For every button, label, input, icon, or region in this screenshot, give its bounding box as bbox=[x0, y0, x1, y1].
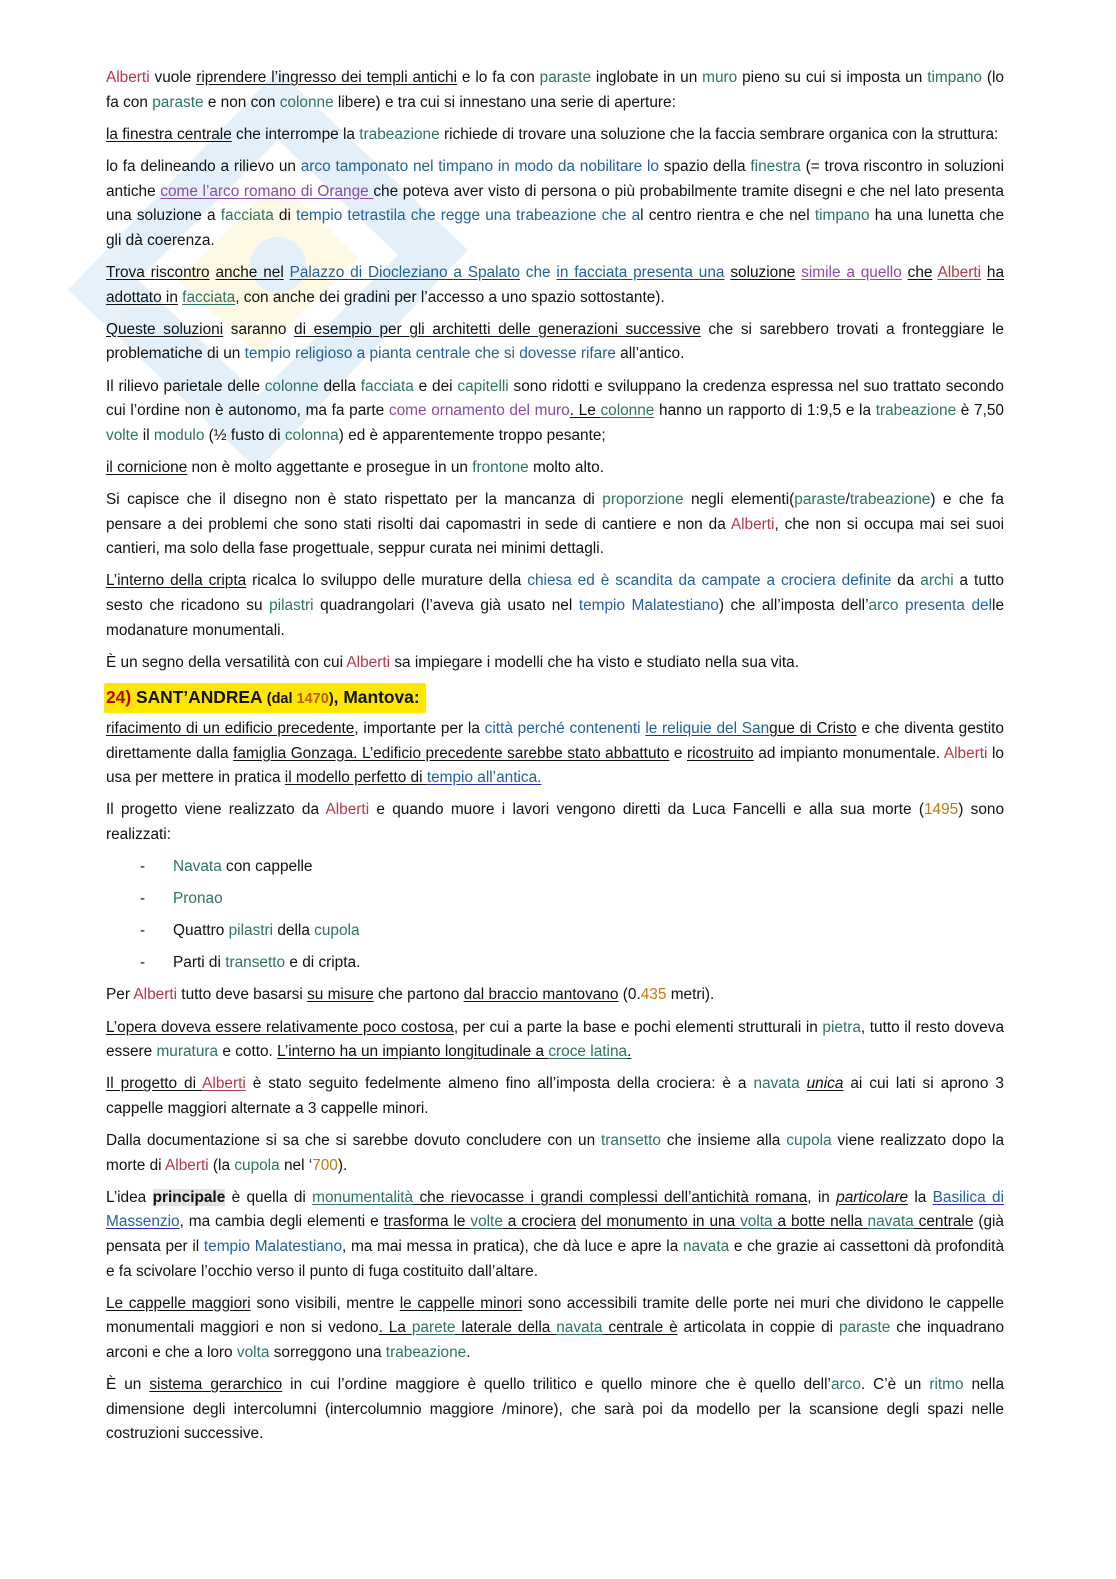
text-span: Navata bbox=[173, 857, 222, 875]
text-span: arco tamponato nel timpano in modo da nobilitare lo bbox=[300, 157, 659, 175]
text-span: muratura bbox=[156, 1043, 219, 1061]
text-span: vuole bbox=[149, 69, 197, 86]
text-span: È un segno della versatilità con cui bbox=[106, 653, 347, 671]
text-span: che poteva aver visto di persona o più probabilmente tramite disegni e che nel lato presenta una soluzione a bbox=[106, 182, 1004, 225]
paragraph bbox=[106, 456, 1004, 481]
paragraph bbox=[106, 1292, 1004, 1366]
text-span: particolare bbox=[836, 1188, 909, 1206]
text-span: , per cui a parte la base e pochi elementi strutturali in bbox=[453, 1018, 823, 1036]
paragraph bbox=[106, 1373, 1004, 1447]
text-span: È un bbox=[106, 1376, 150, 1394]
text-span: volta bbox=[740, 1213, 773, 1231]
text-span: l centro rientra e che nel bbox=[640, 207, 815, 225]
text-span: articolata in coppie di bbox=[677, 1319, 839, 1337]
paragraph bbox=[106, 569, 1004, 643]
text-span: . Le bbox=[569, 402, 601, 420]
text-span: tempio Malatestiano bbox=[203, 1238, 343, 1256]
text-span: ) ed è apparentemente troppo pesante; bbox=[338, 426, 606, 444]
text-span: principale bbox=[152, 1188, 226, 1206]
text-span: Alberti bbox=[346, 653, 391, 671]
text-span: della bbox=[273, 921, 315, 939]
text-span: Il rilievo parietale delle bbox=[106, 377, 265, 395]
heading-date-suffix: ) bbox=[328, 691, 334, 707]
text-span: Alberti bbox=[202, 1075, 246, 1093]
text-span: colonna bbox=[284, 426, 339, 444]
text-span: cupola bbox=[234, 1156, 280, 1174]
text-span: , ma mai messa in pratica), che dà luce e apre la bbox=[342, 1238, 683, 1256]
text-span: che bbox=[907, 263, 933, 281]
text-span: e che diventa gestito direttamente dalla bbox=[106, 720, 1004, 762]
text-span: cupola bbox=[314, 921, 360, 939]
text-span: tempio tetrastila che regge una trabeazione che a bbox=[296, 207, 641, 225]
text-span: riprendere l’ingresso dei templi antichi bbox=[196, 69, 458, 86]
text-span: Si capisce che il disegno non è stato rispettato per la mancanza di bbox=[106, 491, 603, 509]
text-span: Alberti bbox=[943, 744, 988, 762]
text-span: unica bbox=[806, 1075, 844, 1093]
text-span: volta bbox=[236, 1344, 270, 1361]
heading-year: 1470 bbox=[296, 691, 329, 707]
text-span: tutto deve basarsi bbox=[177, 986, 308, 1004]
text-span: navata bbox=[556, 1319, 603, 1337]
heading-title: SANT’ANDREA bbox=[131, 687, 267, 707]
paragraph bbox=[106, 717, 1004, 791]
text-span: 700 bbox=[312, 1156, 338, 1174]
text-span: navata bbox=[867, 1213, 914, 1231]
text-span: volte bbox=[106, 426, 139, 444]
text-span: . bbox=[466, 1344, 471, 1361]
text-span: simile a quello bbox=[801, 263, 902, 281]
text-span: timpano bbox=[927, 69, 982, 86]
text-span: rifacimento di un edificio precedente bbox=[106, 720, 355, 737]
text-span: gue di Cristo bbox=[769, 720, 857, 737]
text-span: trabeazione bbox=[385, 1344, 467, 1361]
text-span: Alberti bbox=[937, 263, 982, 281]
text-span: saranno bbox=[223, 320, 295, 338]
text-span: ricostruito bbox=[687, 744, 754, 762]
text-span: volte bbox=[470, 1213, 503, 1231]
text-span: il modello perfetto di bbox=[284, 769, 427, 787]
text-span: Dalla documentazione si sa che si sarebbe dovuto concludere con un bbox=[106, 1132, 602, 1150]
realized-parts-list bbox=[106, 855, 1004, 976]
text-span: su misure bbox=[307, 986, 374, 1004]
text-span: metri). bbox=[666, 986, 715, 1004]
text-span: all’antico. bbox=[615, 345, 685, 363]
text-span: trasforma le bbox=[383, 1213, 471, 1231]
text-span: sistema gerarchico bbox=[149, 1376, 283, 1394]
text-span: lo fa delineando a rilievo un bbox=[106, 157, 301, 175]
text-span bbox=[800, 1075, 807, 1092]
text-span: Parti di bbox=[173, 954, 226, 972]
list-item bbox=[106, 919, 1004, 944]
paragraph bbox=[106, 375, 1004, 449]
text-span: frontone bbox=[472, 458, 529, 476]
text-span: a crociera bbox=[502, 1213, 577, 1231]
text-span: trabeazione bbox=[849, 491, 931, 509]
text-span: trabeazione bbox=[875, 402, 957, 420]
text-span: , importante per la bbox=[354, 720, 485, 737]
text-span: arco bbox=[830, 1376, 861, 1394]
text-span: nel ‘ bbox=[279, 1156, 313, 1174]
text-span: (0. bbox=[618, 986, 641, 1004]
text-span: L’interno della cripta bbox=[106, 572, 247, 590]
text-span: negli elementi( bbox=[683, 491, 795, 509]
text-span: è stato seguito fedelmente almeno fino all’imposta della crociera: è a bbox=[245, 1075, 754, 1093]
text-span: la bbox=[908, 1188, 933, 1206]
text-span: il cornicione bbox=[106, 458, 188, 476]
text-span: e cotto. bbox=[218, 1043, 278, 1061]
text-span: sono accessibili tramite delle porte nei muri che dividono le cappelle monumentali maggiori e non si vedono bbox=[106, 1294, 1004, 1337]
text-span: (già pensata per il bbox=[106, 1213, 1004, 1256]
text-span: non è molto aggettante e prosegue in un bbox=[187, 458, 473, 476]
text-span: timpano bbox=[814, 207, 870, 225]
text-span: modulo bbox=[153, 426, 205, 444]
text-span: come ornamento del muro bbox=[388, 402, 570, 420]
text-span: pilastri bbox=[228, 921, 274, 939]
text-span: , con anche dei gradini per l’accesso a uno spazio sottostante). bbox=[235, 288, 665, 306]
text-span: capitelli bbox=[457, 377, 509, 395]
text-span: ha una lunetta che gli dà coerenza. bbox=[106, 207, 1005, 249]
text-span: (la bbox=[208, 1156, 235, 1174]
text-span: sorreggono una bbox=[269, 1344, 386, 1361]
text-span: che insieme alla bbox=[660, 1132, 787, 1150]
text-span: finestra bbox=[750, 157, 801, 175]
text-span: Per bbox=[106, 986, 134, 1004]
text-span: Basilica di Massenzio bbox=[106, 1188, 1004, 1231]
text-span: e dei bbox=[413, 377, 458, 395]
text-span: è quella di bbox=[225, 1188, 313, 1206]
text-span: che interrompe la bbox=[231, 125, 360, 143]
text-span: Trova riscontro bbox=[106, 263, 210, 281]
paragraph bbox=[106, 798, 1004, 847]
text-span: cupola bbox=[786, 1132, 832, 1150]
text-span: ). bbox=[337, 1156, 348, 1174]
text-span: colonne bbox=[279, 93, 334, 111]
text-span: . bbox=[627, 1043, 632, 1061]
paragraph bbox=[106, 651, 1004, 676]
text-span: in facciata presenta una bbox=[556, 263, 725, 281]
text-span: ) che all’imposta dell’ bbox=[718, 597, 869, 615]
paragraph bbox=[106, 318, 1004, 367]
text-span: laterale della bbox=[455, 1319, 557, 1337]
text-span: ) sono realizzati: bbox=[106, 801, 1005, 843]
text-span: che bbox=[525, 263, 551, 281]
text-span: viene realizzato dopo la morte di bbox=[106, 1132, 1005, 1174]
section-heading-row bbox=[106, 683, 1004, 713]
text-span: quadrangolari (l’aveva già usato nel bbox=[313, 597, 579, 615]
text-span: pieno su cui si imposta un bbox=[737, 69, 928, 86]
text-span: Pronao bbox=[173, 889, 223, 907]
text-span: e di cripta. bbox=[285, 954, 361, 972]
section-heading bbox=[104, 683, 426, 713]
text-span: transetto bbox=[225, 954, 286, 972]
text-span: presenta del bbox=[905, 597, 993, 615]
text-span: muro bbox=[702, 69, 738, 86]
text-span: che si sarebbero trovati a fronteggiare le problematiche di un bbox=[106, 320, 1004, 363]
text-span: facciata bbox=[220, 207, 274, 225]
text-span: facciata bbox=[182, 288, 236, 306]
paragraph bbox=[106, 983, 1004, 1008]
text-span: anche nel bbox=[215, 263, 284, 281]
text-span: Il progetto viene realizzato da bbox=[106, 801, 326, 819]
text-span: inglobate in un bbox=[591, 69, 703, 86]
text-span: il bbox=[138, 426, 154, 444]
text-span: navata bbox=[682, 1238, 730, 1256]
text-span: L’interno ha un impianto longitudinale a bbox=[277, 1043, 549, 1061]
text-span: archi bbox=[920, 572, 954, 590]
text-span: sono ridotti e sviluppano la credenza espressa nel suo trattato secondo cui l’ordine non è autonomo, ma fa parte bbox=[106, 377, 1004, 420]
list-item bbox=[106, 855, 1004, 880]
text-span: Queste soluzioni bbox=[106, 320, 224, 338]
text-span: Palazzo di Diocleziano a Spalato bbox=[289, 263, 520, 281]
text-span: trabeazione bbox=[359, 125, 440, 143]
text-span: , tutto il resto doveva essere bbox=[106, 1018, 1004, 1061]
text-span: che partono bbox=[373, 986, 464, 1004]
paragraph bbox=[106, 261, 1004, 310]
text-span: paraste bbox=[152, 93, 204, 111]
text-span: / bbox=[845, 491, 850, 509]
text-span: la finestra centrale bbox=[106, 125, 232, 143]
paragraph bbox=[106, 155, 1004, 253]
text-span: spazio della bbox=[659, 157, 751, 175]
paragraph bbox=[106, 1072, 1004, 1121]
text-span: a botte nella bbox=[772, 1213, 868, 1231]
text-span: è 7,50 bbox=[956, 402, 1004, 420]
paragraph bbox=[106, 1186, 1004, 1284]
text-span: , in bbox=[807, 1188, 837, 1206]
text-span: L’idea bbox=[106, 1188, 153, 1206]
text-span: croce latina bbox=[548, 1043, 628, 1061]
text-span: 435 bbox=[640, 986, 667, 1004]
text-span: Il progetto di bbox=[106, 1075, 203, 1093]
text-span: Alberti bbox=[325, 801, 370, 819]
text-span: tempio Malatestiano bbox=[578, 597, 719, 615]
text-span: paraste bbox=[794, 491, 846, 509]
paragraph bbox=[106, 1016, 1004, 1065]
text-span: tempio religioso a pianta centrale che si dovesse rifare bbox=[244, 345, 616, 363]
text-span: sono visibili, mentre bbox=[250, 1294, 400, 1312]
text-span: centrale è bbox=[602, 1319, 678, 1337]
text-span: e quando muore i lavori vengono diretti da Luca Fancelli e alla sua morte ( bbox=[369, 801, 924, 819]
text-span: le modanature monumentali. bbox=[106, 597, 1005, 639]
paragraph bbox=[106, 123, 1004, 148]
text-span: che rievocasse i grandi complessi dell’antichità romana bbox=[413, 1188, 808, 1206]
text-span: monumentalità bbox=[312, 1188, 414, 1206]
heading-place: , Mantova: bbox=[333, 687, 420, 707]
text-span: soluzione bbox=[730, 263, 796, 281]
text-span: a tutto sesto che ricadono su bbox=[106, 572, 1004, 615]
text-span: pilastri bbox=[269, 597, 314, 615]
text-span: e lo fa con bbox=[457, 69, 540, 86]
text-span: facciata bbox=[360, 377, 414, 395]
text-span: Alberti bbox=[165, 1156, 209, 1174]
document-body bbox=[106, 66, 1004, 1455]
text-span: come l’arco romano di Orange bbox=[160, 182, 374, 200]
text-span: 1495 bbox=[923, 801, 959, 819]
paragraph bbox=[106, 66, 1004, 115]
text-span: sa impiegare i modelli che ha visto e studiato nella sua vita. bbox=[390, 653, 799, 671]
text-span: del monumento in una bbox=[580, 1213, 741, 1231]
paragraph bbox=[106, 488, 1004, 562]
text-span: lo usa per mettere in pratica bbox=[106, 744, 1004, 787]
text-span: da bbox=[891, 572, 921, 590]
text-span: arco bbox=[868, 597, 899, 615]
text-span: ha adottato in bbox=[106, 263, 1005, 306]
text-span: (½ fusto di bbox=[204, 426, 285, 444]
text-span: dal braccio mantovano bbox=[463, 986, 619, 1004]
text-span: ritmo bbox=[929, 1376, 964, 1394]
heading-date-prefix: (dal bbox=[266, 691, 297, 707]
text-span: (= trova riscontro in soluzioni antiche bbox=[106, 157, 1004, 200]
text-span: . C’è un bbox=[860, 1376, 930, 1394]
heading-number: 24) bbox=[106, 687, 132, 707]
text-span: richiede di trovare una soluzione che la faccia sembrare organica con la struttura: bbox=[439, 125, 999, 143]
text-span: famiglia Gonzaga. L’edificio precedente sarebbe stato abbattuto bbox=[233, 744, 670, 762]
text-span: molto alto. bbox=[528, 458, 604, 476]
text-span: in cui l’ordine maggiore è quello trilitico e quello minore che è quello dell’ bbox=[282, 1376, 831, 1394]
text-span: le cappelle minori bbox=[399, 1294, 523, 1312]
text-span: della bbox=[318, 377, 361, 395]
text-span: con cappelle bbox=[221, 857, 313, 875]
text-span: chiesa ed è scandita da campate a crociera definite bbox=[527, 572, 892, 590]
text-span: (lo fa con bbox=[106, 69, 1004, 111]
text-span: colonne bbox=[600, 402, 655, 420]
text-span: città perché contenenti bbox=[484, 720, 641, 737]
text-span: ai cui lati si aprono 3 cappelle maggiori alternate a 3 cappelle minori. bbox=[106, 1075, 1004, 1117]
text-span: Alberti bbox=[133, 986, 178, 1004]
text-span: pietra bbox=[822, 1018, 861, 1036]
text-span: paraste bbox=[539, 69, 592, 86]
text-span: transetto bbox=[601, 1132, 661, 1150]
text-span: ricalca lo sviluppo delle murature della bbox=[246, 572, 528, 590]
text-span: e bbox=[669, 744, 687, 762]
text-span: , che non si occupa mai sei suoi cantieri, ma solo della fase progettuale, seppur curata nei minimi dettagli. bbox=[106, 515, 1004, 558]
text-span: Quattro bbox=[173, 921, 229, 939]
text-span: di esempio per gli architetti delle generazioni successive bbox=[294, 320, 701, 338]
text-span: , ma cambia degli elementi e bbox=[179, 1213, 384, 1231]
text-span: ad impianto monumentale. bbox=[753, 744, 944, 762]
text-span: e che grazie ai cassettoni dà profondità e fa scivolare l’occhio verso il punto di fuga costituito dall’altare. bbox=[106, 1238, 1005, 1280]
text-span: proporzione bbox=[602, 491, 684, 509]
text-span: Alberti bbox=[730, 515, 775, 533]
text-span: . La bbox=[378, 1319, 412, 1337]
list-item bbox=[106, 951, 1004, 976]
text-span: paraste bbox=[839, 1319, 891, 1337]
paragraph bbox=[106, 1129, 1004, 1178]
text-span: Le cappelle maggiori bbox=[106, 1294, 251, 1312]
text-span: che inquadrano arconi e che a loro bbox=[106, 1319, 1005, 1361]
text-span: parete bbox=[411, 1319, 456, 1337]
text-span: libere) e tra cui si innestano una serie di aperture: bbox=[333, 93, 676, 111]
text-span: tempio all’antica. bbox=[426, 769, 542, 787]
text-span: colonne bbox=[264, 377, 319, 395]
text-span: nella dimensione degli intercolumni (intercolumnio maggiore /minore), che sarà poi da modello per la scansione degli spazi nelle costruzioni successive. bbox=[106, 1376, 1005, 1443]
text-span: centrale bbox=[913, 1213, 974, 1231]
text-span: ) e che fa pensare a dei problemi che sono stati risolti dai capomastri in sede di cantiere e non da bbox=[106, 491, 1004, 533]
text-span: e non con bbox=[203, 93, 280, 111]
text-span: Alberti bbox=[106, 69, 150, 86]
text-span: hanno un rapporto di 1:9,5 e la bbox=[654, 402, 876, 420]
text-span: le reliquie del San bbox=[645, 720, 770, 737]
text-span: di bbox=[273, 207, 297, 225]
text-span: L’opera doveva essere relativamente poco costosa bbox=[106, 1018, 454, 1036]
list-item bbox=[106, 887, 1004, 912]
text-span: navata bbox=[753, 1075, 800, 1093]
